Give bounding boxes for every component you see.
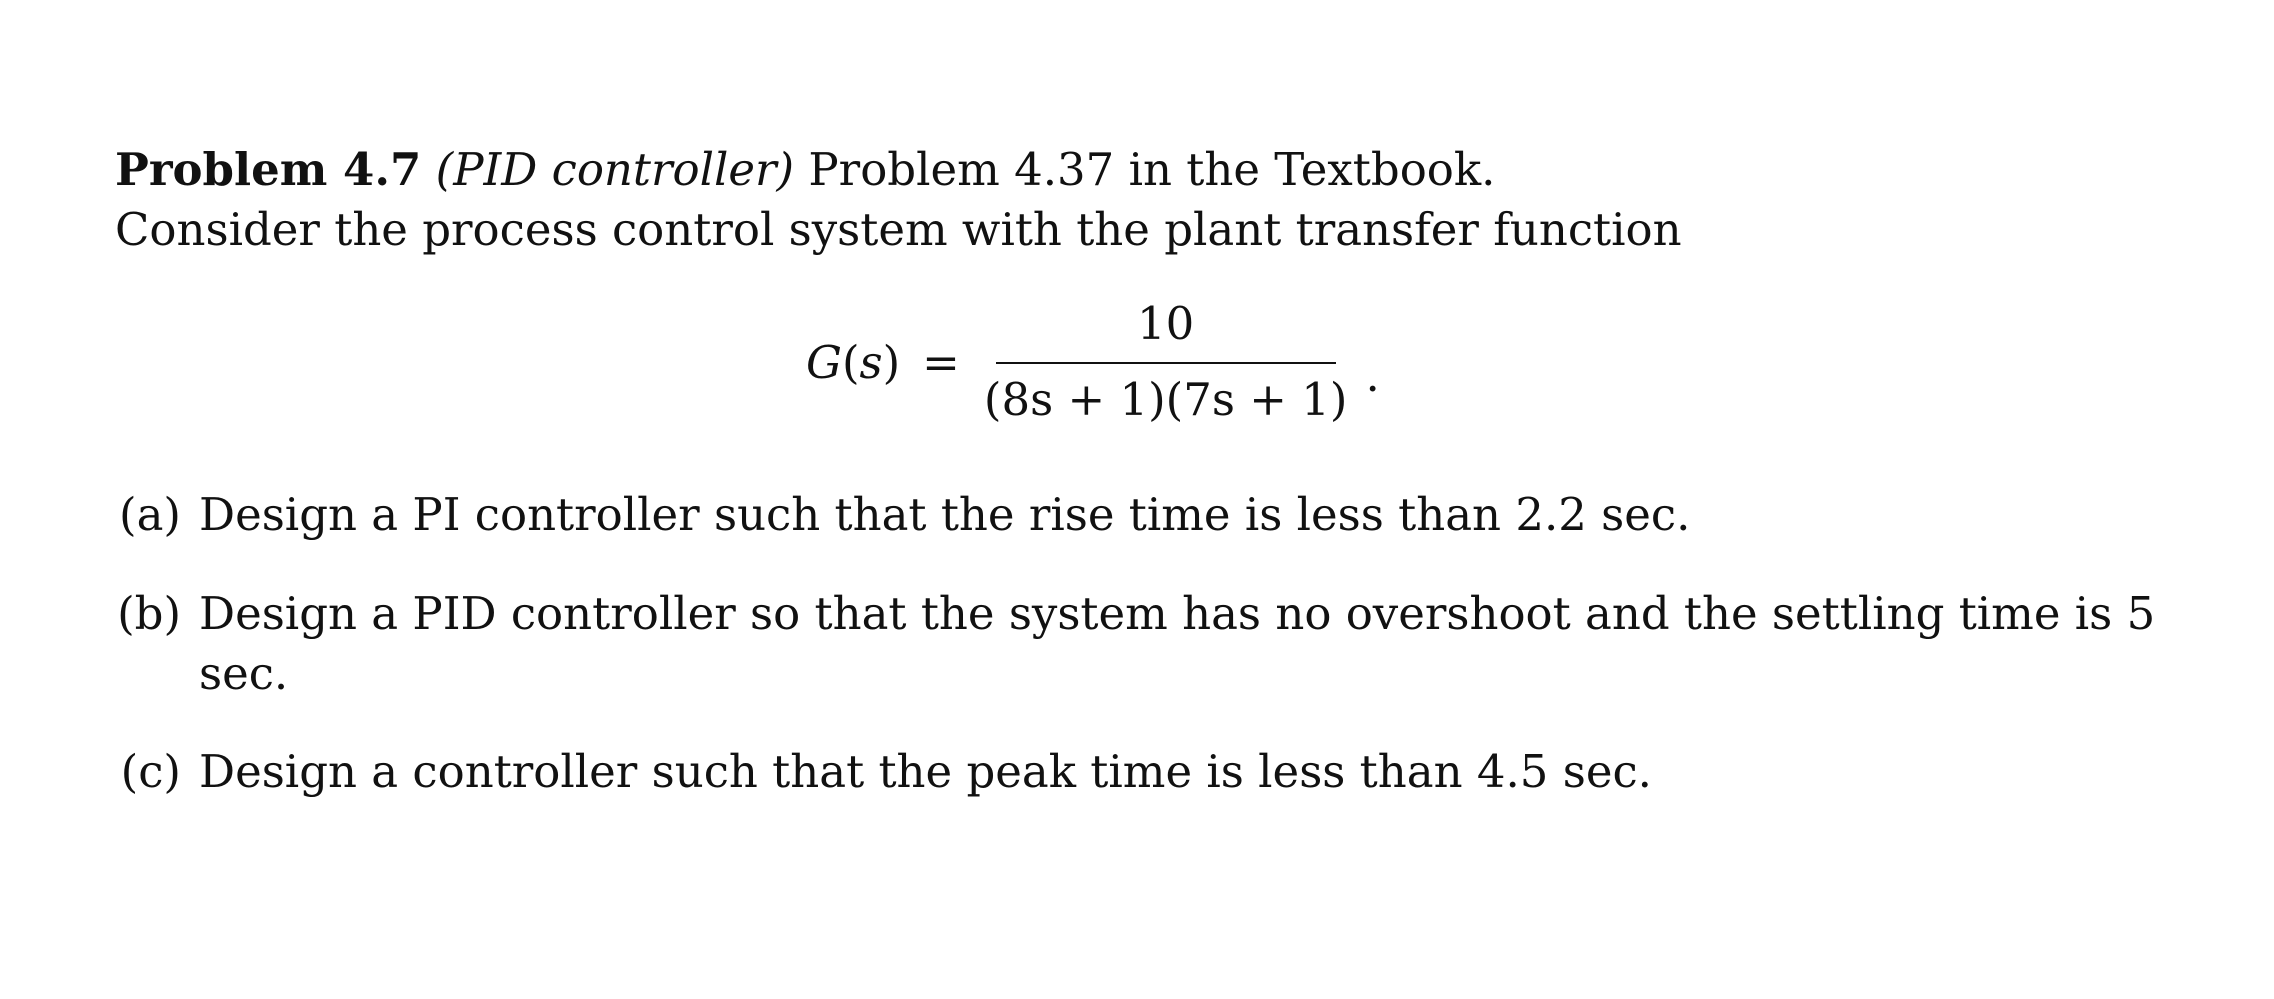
item-text-line: sec. [199, 647, 289, 700]
item-marker: (b) [117, 587, 181, 640]
equation-denominator: (8s + 1)(7s + 1) [983, 373, 1348, 426]
item-text: Design a controller such that the peak time is less than 4.5 sec. [199, 745, 1652, 798]
equation-fraction [980, 296, 1352, 428]
item-text [199, 584, 2159, 704]
problem-heading [115, 140, 1495, 200]
equation-period: . [1365, 348, 1380, 402]
problem-intro: Consider the process control system with the plant transfer function [115, 203, 1682, 256]
transfer-function-equation [806, 292, 1380, 432]
problem-number: Problem 4.7 [115, 143, 422, 196]
equation-lhs [806, 336, 900, 389]
equation-numerator: 10 [1137, 297, 1195, 350]
equation-lhs-close-paren: ) [882, 335, 901, 389]
item-text: Design a PI controller such that the rise time is less than 2.2 sec. [199, 488, 1691, 541]
equation-lhs-symbol: G [806, 335, 842, 389]
item-text-line: Design a PID controller so that the system has no overshoot and the settling time is 5 [199, 587, 2156, 640]
problem-source: Problem 4.37 in the Textbook. [808, 143, 1496, 196]
equation-lhs-open-paren: ( [841, 335, 860, 389]
equation-equals-sign: = [922, 335, 960, 389]
equation-lhs-variable: s [859, 335, 883, 389]
problem-topic: (PID controller) [435, 143, 795, 196]
item-marker: (a) [119, 488, 181, 541]
item-marker: (c) [120, 745, 181, 798]
